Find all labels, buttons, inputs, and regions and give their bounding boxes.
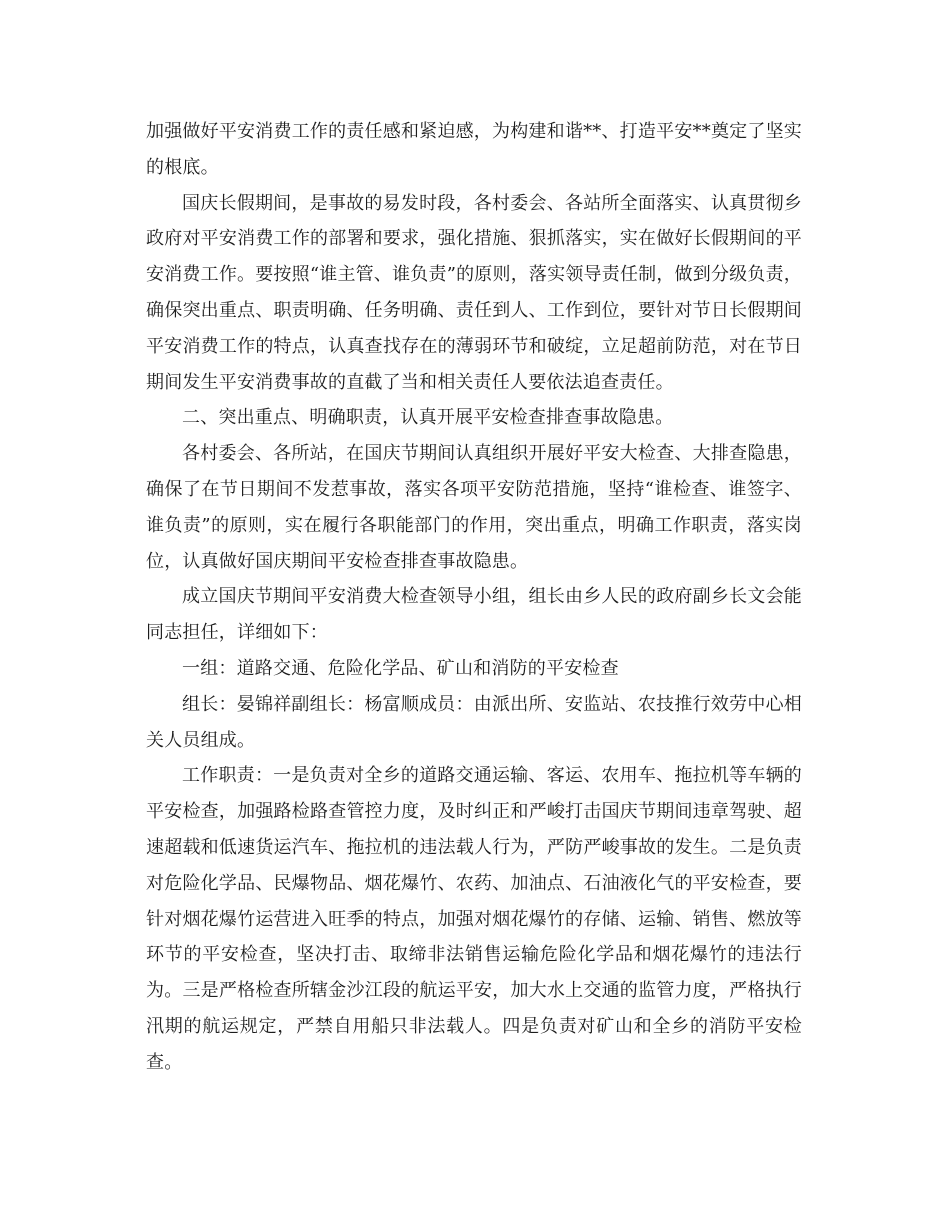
section-heading-2: 二、突出重点、明确职责，认真开展平安检查排查事故隐患。 [182, 407, 674, 429]
group-1-members: 组长：晏锦祥副组长：杨富顺成员：由派出所、安监站、农技推行效劳中心相关人员组成。 [146, 693, 802, 751]
paragraph-5: 成立国庆节期间平安消费大检查领导小组，组长由乡人民的政府副乡长文会能同志担任，详细如下： [146, 586, 802, 644]
paragraph-2: 国庆长假期间，是事故的易发时段，各村委会、各站所全面落实、认真贯彻乡政府对平安消费工作的部署和要求，强化措施、狠抓落实，实在做好长假期间的平安消费工作。要按照“谁主管、谁负责”的原则，落实领导责任制，做到分级负责，确保突出重点、职责明确、任务明确、责任到人、工作到位，要针对节日长假期间平安消费工作的特点，认真查找存在的薄弱环节和破绽，立足超前防范，对在节日期间发生平安消费事故的直截了当和相关责任人要依法追查责任。 [146, 192, 802, 393]
group-1-duties: 工作职责：一是负责对全乡的道路交通运输、客运、农用车、拖拉机等车辆的平安检查，加强路检路查管控力度，及时纠正和严峻打击国庆节期间违章驾驶、超速超载和低速货运汽车、拖拉机的违法载人行为，严防严峻事故的发生。二是负责对危险化学品、民爆物品、烟花爆竹、农药、加油点、石油液化气的平安检查，要针对烟花爆竹运营进入旺季的特点，加强对烟花爆竹的存储、运输、销售、燃放等环节的平安检查，坚决打击、取缔非法销售运输危险化学品和烟花爆竹的违法行为。三是严格检查所辖金沙江段的航运平安，加大水上交通的监管力度，严格执行汛期的航运规定，严禁自用船只非法载人。四是负责对矿山和全乡的消防平安检查。 [146, 765, 802, 1073]
paragraph-4: 各村委会、各所站，在国庆节期间认真组织开展好平安大检查、大排查隐患，确保了在节日期间不发惹事故，落实各项平安防范措施，坚持“谁检查、谁签字、谁负责”的原则，实在履行各职能部门的作用，突出重点，明确工作职责，落实岗位，认真做好国庆期间平安检查排查事故隐患。 [146, 443, 802, 572]
group-1-title: 一组：道路交通、危险化学品、矿山和消防的平安检查 [182, 657, 619, 679]
paragraph-1: 加强做好平安消费工作的责任感和紧迫感，为构建和谐**、打造平安**奠定了坚实的根底。 [146, 121, 802, 178]
